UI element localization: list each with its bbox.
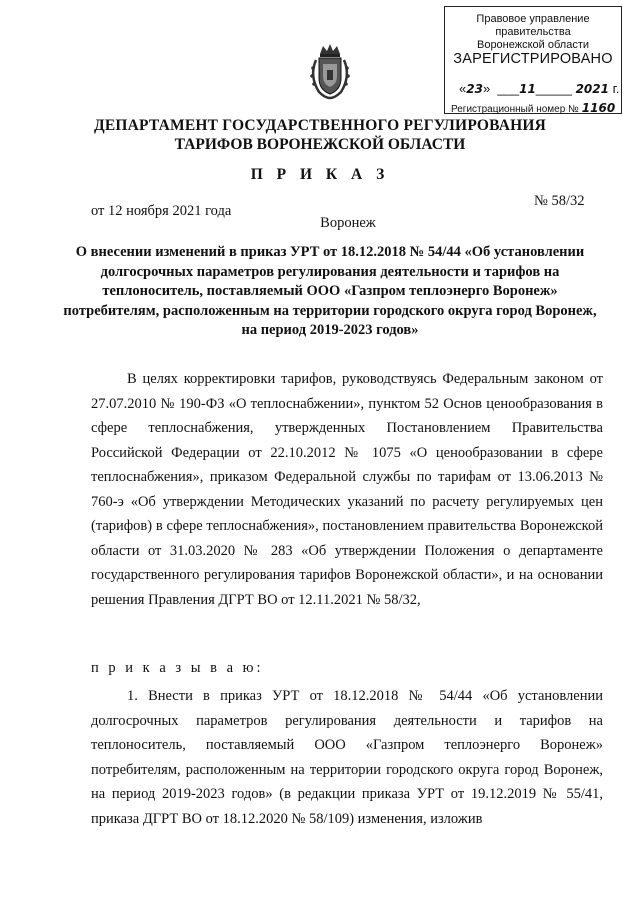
stamp-reg-value: 1160 <box>581 101 616 115</box>
department-name-line1: ДЕПАРТАМЕНТ ГОСУДАРСТВЕННОГО РЕГУЛИРОВАНИЯ <box>93 117 547 134</box>
preamble-paragraph: В целях корректировки тарифов, руководствуясь Федеральным законом от 27.07.2010 № 190-ФЗ «О теплоснабжении», пунктом 52 Основ ценообразования в сфере теплоснабжения, утвержденных Постановлением Правительства Российской Федерации от 22.10.2012 № 1075 «О ценообразовании в сфере теплоснабжения», приказом Федеральной службы по тарифам от 13.06.2013 № 760-э «Об утверждении Методических указаний по расчету регулируемых цен (тарифов) в сфере теплоснабжения», постановлением правительства Воронежской области от 31.03.2020 № 283 «Об утверждении Положения о департаменте государственного регулирования тарифов Воронежской области», и на основании решения Правления ДГРТ ВО от 12.11.2021 № 58/32, <box>91 371 603 608</box>
document-number: № 58/32 <box>534 193 585 209</box>
stamp-reg-number <box>451 101 615 115</box>
registration-stamp <box>444 6 622 114</box>
stamp-reg-label: Регистрационный номер № <box>451 104 579 115</box>
prikazyvayu-label: п р и к а з ы в а ю: <box>91 660 264 676</box>
stamp-date: «23» ___11_____ 2021 г. <box>459 81 620 96</box>
stamp-date-year: 2021 <box>575 82 609 96</box>
coat-of-arms-icon <box>305 42 355 102</box>
stamp-date-day: 23 <box>466 82 483 96</box>
clause-1-paragraph: 1. Внести в приказ УРТ от 18.12.2018 № 54/44 «Об установлении долгосрочных параметров регулирования деятельности и тарифов на теплоноситель, поставляемый ООО «Газпром теплоэнерго Воронеж» потребителям, расположенным на территории городского округа город Воронеж, на период 2019-2023 годов» (в редакции приказа УРТ от 19.12.2019 № 55/41, приказа ДГРТ ВО от 18.12.2020 № 58/109) изменения, изложив <box>91 688 603 827</box>
stamp-line2: Воронежской области <box>476 39 589 51</box>
department-name-line2: ТАРИФОВ ВОРОНЕЖСКОЙ ОБЛАСТИ <box>174 136 466 153</box>
stamp-line1: Правовое управление правительства <box>476 13 590 38</box>
document-date: от 12 ноября 2021 года <box>91 203 232 219</box>
stamp-registered: ЗАРЕГИСТРИРОВАНО <box>453 51 613 67</box>
document-city: Воронеж <box>320 215 376 231</box>
stamp-date-month: 11 <box>519 82 536 96</box>
document-title: О внесении изменений в приказ УРТ от 18.12.2018 № 54/44 «Об установлении долгосрочных параметров регулирования деятельности и тарифов на теплоноситель, поставляемый ООО «Газпром теплоэнерго Воронеж» потребителям, расположенным на территории городского округа город Воронеж, на период 2019-2023 годов» <box>63 244 597 338</box>
stamp-authority <box>445 13 621 52</box>
document-type: П Р И К А З <box>250 166 390 183</box>
